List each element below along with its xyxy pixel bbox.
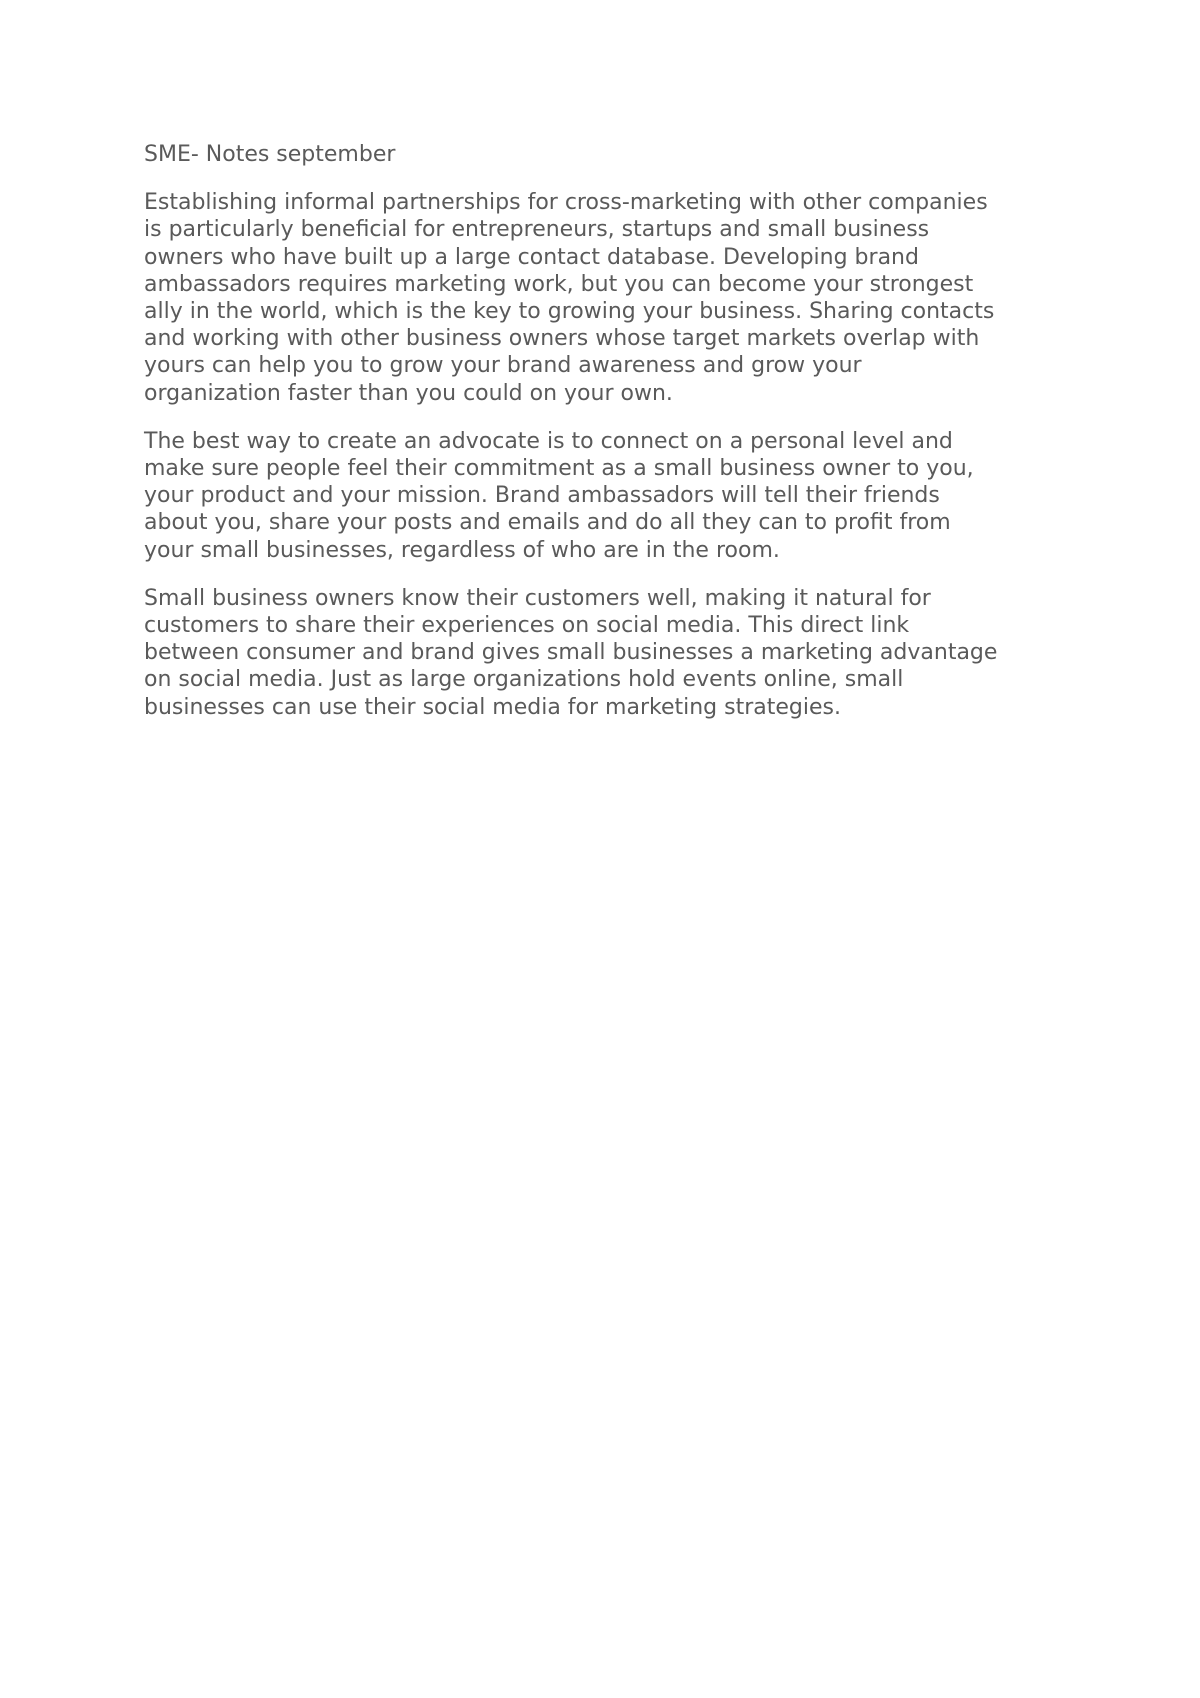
paragraph-line: organization faster than you could on your own. bbox=[144, 380, 673, 406]
paragraph-2 bbox=[144, 428, 1064, 564]
paragraph-1 bbox=[144, 189, 1064, 407]
paragraph-line: your small businesses, regardless of who are in the room. bbox=[144, 537, 780, 563]
paragraph-line: about you, share your posts and emails and do all they can to profit from bbox=[144, 510, 951, 536]
paragraph-line: owners who have built up a large contact database. Developing brand bbox=[144, 244, 919, 270]
paragraph-line: Establishing informal partnerships for cross-marketing with other companies bbox=[144, 190, 988, 216]
paragraph-3 bbox=[144, 585, 1064, 721]
paragraph-line: between consumer and brand gives small businesses a marketing advantage bbox=[144, 640, 998, 666]
paragraph-line: make sure people feel their commitment as a small business owner to you, bbox=[144, 456, 974, 482]
document-title: SME- Notes september bbox=[144, 142, 396, 167]
paragraph-line: businesses can use their social media for marketing strategies. bbox=[144, 694, 841, 720]
paragraph-line: ally in the world, which is the key to growing your business. Sharing contacts bbox=[144, 299, 995, 325]
paragraph-line: your product and your mission. Brand ambassadors will tell their friends bbox=[144, 483, 940, 509]
paragraph-line: yours can help you to grow your brand awareness and grow your bbox=[144, 353, 862, 379]
paragraph-line: is particularly beneficial for entrepreneurs, startups and small business bbox=[144, 217, 930, 243]
paragraph-line: customers to share their experiences on social media. This direct link bbox=[144, 613, 910, 639]
paragraph-line: and working with other business owners whose target markets overlap with bbox=[144, 326, 980, 352]
document-body bbox=[144, 141, 1064, 742]
paragraph-line: ambassadors requires marketing work, but you can become your strongest bbox=[144, 271, 974, 297]
paragraph-line: The best way to create an advocate is to connect on a personal level and bbox=[144, 428, 953, 454]
paragraph-line: Small business owners know their customers well, making it natural for bbox=[144, 585, 931, 611]
paragraph-line: on social media. Just as large organizations hold events online, small bbox=[144, 667, 904, 693]
